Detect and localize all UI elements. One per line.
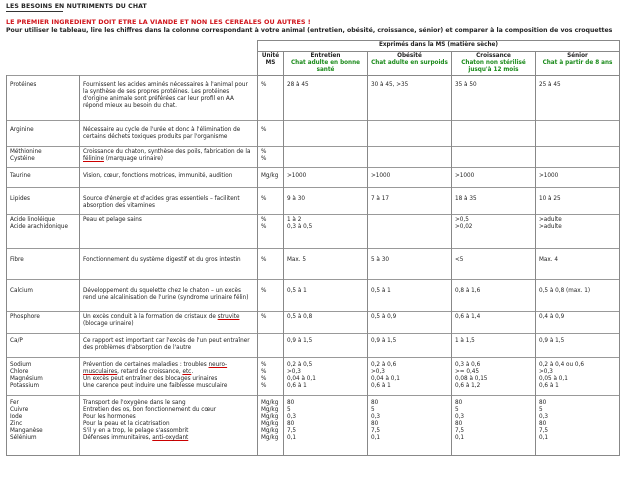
entretien-cell bbox=[284, 121, 368, 147]
column-header-croissance bbox=[452, 52, 536, 76]
unit-cell: % bbox=[258, 76, 284, 121]
unit-cell bbox=[258, 334, 284, 358]
role-cell: Peau et pelage sains bbox=[80, 215, 258, 249]
obesite-cell bbox=[368, 215, 452, 249]
unit-cell: Mg/kg bbox=[258, 168, 284, 188]
senior-cell: 25 à 45 bbox=[536, 76, 620, 121]
table-row bbox=[7, 215, 620, 249]
unit-cell: % % % % bbox=[258, 358, 284, 396]
role-cell bbox=[80, 147, 258, 168]
senior-cell bbox=[536, 147, 620, 168]
senior-cell: Max. 4 bbox=[536, 249, 620, 280]
croissance-cell: 18 à 35 bbox=[452, 188, 536, 215]
obesite-cell: 0,5 à 0,9 bbox=[368, 312, 452, 334]
role-cell: Vision, cœur, fonctions motrices, immunité, audition bbox=[80, 168, 258, 188]
senior-cell: 0,5 à 0,8 (max. 1) bbox=[536, 280, 620, 312]
obesite-cell: 5 à 30 bbox=[368, 249, 452, 280]
croissance-cell: 35 à 50 bbox=[452, 76, 536, 121]
croissance-cell bbox=[452, 147, 536, 168]
group-header: Exprimés dans la MS (matière sèche) bbox=[258, 41, 620, 52]
entretien-cell: 1 à 2 0,3 à 0,5 bbox=[284, 215, 368, 249]
nutrient-cell: Ca/P bbox=[7, 334, 80, 358]
column-title: Obésité bbox=[397, 53, 422, 59]
column-subtitle: Chat adulte en surpoids bbox=[371, 60, 448, 66]
croissance-cell: 0,6 à 1,4 bbox=[452, 312, 536, 334]
obesite-cell: 30 à 45, >35 bbox=[368, 76, 452, 121]
warning-text: LE PREMIER INGREDIENT DOIT ETRE LA VIANDE ET NON LES CEREALES OU AUTRES ! bbox=[6, 18, 311, 26]
role-cell bbox=[80, 312, 258, 334]
table-row bbox=[7, 396, 620, 456]
croissance-cell: 0,3 à 0,6 >= 0,45 0,08 à 0,15 0,6 à 1,2 bbox=[452, 358, 536, 396]
croissance-cell: 1 à 1,5 bbox=[452, 334, 536, 358]
column-subtitle: Chaton non stérilisé jusqu'à 12 mois bbox=[461, 60, 526, 73]
croissance-cell: <5 bbox=[452, 249, 536, 280]
entretien-cell: 0,5 à 1 bbox=[284, 280, 368, 312]
page-title: LES BESOINS EN NUTRIMENTS DU CHAT bbox=[6, 3, 147, 10]
nutrient-cell: Calcium bbox=[7, 280, 80, 312]
role-text-part: anti-oxydant bbox=[152, 435, 189, 441]
nutrient-cell: Phosphore bbox=[7, 312, 80, 334]
table-row bbox=[7, 121, 620, 147]
table-row bbox=[7, 358, 620, 396]
column-title: Croissance bbox=[476, 53, 511, 59]
role-cell bbox=[80, 358, 258, 396]
role-text-part: etc bbox=[182, 369, 192, 375]
role-text-part: félinine bbox=[83, 156, 104, 162]
entretien-cell: 0,9 à 1,5 bbox=[284, 334, 368, 358]
entretien-cell: 0,5 à 0,8 bbox=[284, 312, 368, 334]
senior-cell: 0,2 à 0,4 ou 0,6 >0,3 0,05 à 0,1 0,6 à 1 bbox=[536, 358, 620, 396]
role-text-part: Prévention de certaines maladies : troubles bbox=[83, 362, 209, 368]
entretien-cell: Max. 5 bbox=[284, 249, 368, 280]
nutrient-cell: Acide linoléique Acide arachidonique bbox=[7, 215, 80, 249]
table-row bbox=[7, 312, 620, 334]
unit-cell: % bbox=[258, 312, 284, 334]
nutrient-cell: Sodium Chlore Magnésium Potassium bbox=[7, 358, 80, 396]
role-cell: Développement du squelette chez le chaton – un excès rend une alcalinisation de l'urine (syndrome urinaire félin) bbox=[80, 280, 258, 312]
croissance-cell: >1000 bbox=[452, 168, 536, 188]
obesite-cell: 0,2 à 0,6 >0,3 0,04 à 0,1 0,6 à 1 bbox=[368, 358, 452, 396]
croissance-cell bbox=[452, 121, 536, 147]
role-cell bbox=[80, 396, 258, 456]
obesite-cell: 80 5 0,3 80 7,5 0,1 bbox=[368, 396, 452, 456]
senior-cell bbox=[536, 121, 620, 147]
role-text-part: (blocage urinaire) bbox=[83, 321, 134, 327]
entretien-cell: >1000 bbox=[284, 168, 368, 188]
nutrient-cell: Méthionine Cystéine bbox=[7, 147, 80, 168]
table-row bbox=[7, 147, 620, 168]
obesite-cell: >1000 bbox=[368, 168, 452, 188]
unit-header: Unité MS bbox=[258, 52, 284, 76]
role-cell: Source d'énergie et d'acides gras essentiels – facilitent absorption des vitamines bbox=[80, 188, 258, 215]
role-cell: Nécessaire au cycle de l'urée et donc à l'élimination de certains déchets toxiques produits par l'organisme bbox=[80, 121, 258, 147]
entretien-cell: 80 5 0,3 80 7,5 0,1 bbox=[284, 396, 368, 456]
entretien-cell: 28 à 45 bbox=[284, 76, 368, 121]
nutrient-cell: Fer Cuivre Iode Zinc Manganèse Sélénium bbox=[7, 396, 80, 456]
nutrient-cell: Lipides bbox=[7, 188, 80, 215]
nutrient-cell: Taurine bbox=[7, 168, 80, 188]
column-header-senior bbox=[536, 52, 620, 76]
obesite-cell bbox=[368, 121, 452, 147]
entretien-cell bbox=[284, 147, 368, 168]
nutrient-cell: Arginine bbox=[7, 121, 80, 147]
unit-cell: % % bbox=[258, 215, 284, 249]
nutrient-cell: Protéines bbox=[7, 76, 80, 121]
table-row bbox=[7, 334, 620, 358]
unit-cell: % bbox=[258, 188, 284, 215]
role-text-part: Croissance du chaton, synthèse des poils, fabrication de la bbox=[83, 149, 251, 155]
table-row bbox=[7, 188, 620, 215]
table-row bbox=[7, 168, 620, 188]
croissance-cell: 0,8 à 1,6 bbox=[452, 280, 536, 312]
senior-cell: >adulte >adulte bbox=[536, 215, 620, 249]
column-header-entretien bbox=[284, 52, 368, 76]
table-row bbox=[7, 280, 620, 312]
obesite-cell: 0,5 à 1 bbox=[368, 280, 452, 312]
table-row bbox=[7, 76, 620, 121]
instructions-text: Pour utiliser le tableau, lire les chiffres dans la colonne correspondant à votre animal (entretien, obésité, croissance, sénior) et comparer à la composition de vos croquettes bbox=[6, 27, 613, 34]
obesite-cell: 7 à 17 bbox=[368, 188, 452, 215]
role-text-part: , retard de croissance, bbox=[117, 369, 183, 375]
obesite-cell bbox=[368, 147, 452, 168]
table-row bbox=[7, 249, 620, 280]
unit-cell: Mg/kg Mg/kg Mg/kg Mg/kg Mg/kg Mg/kg bbox=[258, 396, 284, 456]
senior-cell: 0,4 à 0,9 bbox=[536, 312, 620, 334]
role-text-part: Un excès conduit à la formation de cristaux de bbox=[83, 314, 218, 320]
senior-cell: 10 à 25 bbox=[536, 188, 620, 215]
role-cell: Ce rapport est important car l'excès de l'un peut entraîner des problèmes d'absorption de l'autre bbox=[80, 334, 258, 358]
nutrient-cell: Fibre bbox=[7, 249, 80, 280]
table-body bbox=[7, 76, 620, 456]
role-text-part: (marquage urinaire) bbox=[103, 156, 163, 162]
croissance-cell: >0,5 >0,02 bbox=[452, 215, 536, 249]
title-underline bbox=[6, 11, 63, 12]
senior-cell: 80 5 0,3 80 7,5 0,1 bbox=[536, 396, 620, 456]
table-header-row-2 bbox=[7, 52, 620, 76]
column-subtitle: Chat à partir de 8 ans bbox=[542, 60, 613, 66]
role-text-part: Transport de l'oxygène dans le sang Entretien des os, bon fonctionnement du cœur Pour les hormones Pour la peau et la cicatrisation S'il y en a trop, le pelage s'assombrit Défenses immunitaires, bbox=[83, 400, 217, 441]
nutrient-table bbox=[6, 40, 620, 456]
table-header-row-1 bbox=[7, 41, 620, 52]
role-text-part: neuro-musculaires bbox=[83, 362, 228, 375]
obesite-cell: 0,9 à 1,5 bbox=[368, 334, 452, 358]
unit-cell: % bbox=[258, 280, 284, 312]
column-title: Entretien bbox=[310, 53, 341, 59]
unit-cell: % bbox=[258, 121, 284, 147]
role-text-part: struvite bbox=[217, 314, 240, 320]
senior-cell: 0,9 à 1,5 bbox=[536, 334, 620, 358]
role-text-part: . Un excès peut entraîner des blocages urinaires Une carence peut induire une faiblesse musculaire bbox=[83, 369, 228, 389]
entretien-cell: 9 à 30 bbox=[284, 188, 368, 215]
croissance-cell: 80 5 0,3 80 7,5 0,1 bbox=[452, 396, 536, 456]
unit-cell: % % bbox=[258, 147, 284, 168]
column-header-obesite bbox=[368, 52, 452, 76]
column-title: Sénior bbox=[567, 53, 588, 59]
role-cell: Fonctionnement du système digestif et du gros intestin bbox=[80, 249, 258, 280]
entretien-cell: 0,2 à 0,5 >0,3 0,04 à 0,1 0,6 à 1 bbox=[284, 358, 368, 396]
column-subtitle: Chat adulte en bonne santé bbox=[290, 60, 361, 73]
role-cell: Fournissent les acides aminés nécessaires à l'animal pour la synthèse de ses propres protéines. Les protéines d'origine animale sont préférées car leur profil en AA répond mieux au besoin du chat. bbox=[80, 76, 258, 121]
senior-cell: >1000 bbox=[536, 168, 620, 188]
unit-cell: % bbox=[258, 249, 284, 280]
